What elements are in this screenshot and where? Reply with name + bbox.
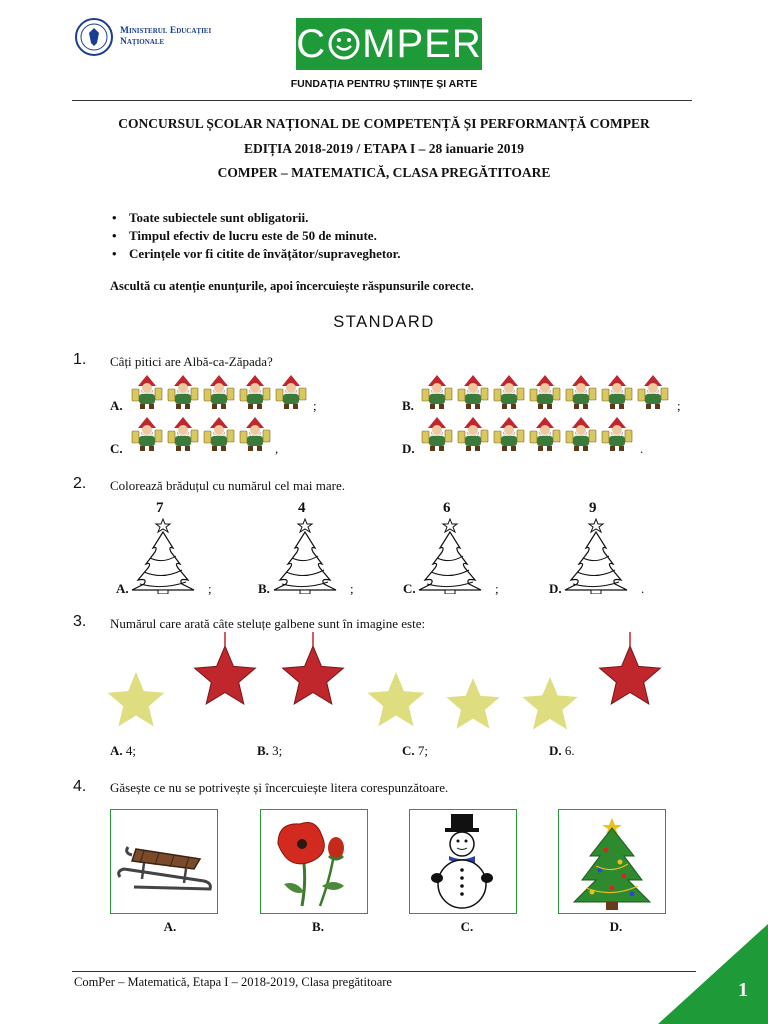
- page-number: 1: [738, 979, 748, 1001]
- footer-text: ComPer – Matematică, Etapa I – 2018-2019, Clasa pregătitoare: [74, 975, 392, 989]
- rule-item: • Timpul efectiv de lucru este de 50 de minute.: [112, 227, 401, 245]
- rule-item: • Toate subiectele sunt obligatorii.: [112, 209, 401, 227]
- foundation-name: FUNDAȚIA PENTRU ȘTIINȚE ȘI ARTE: [290, 78, 478, 90]
- ministry-name-line2: Naționale: [120, 37, 165, 47]
- tree-outline-icon[interactable]: [270, 518, 340, 594]
- question-text: Numărul care arată câte steluțe galbene sunt în imagine este:: [110, 616, 426, 631]
- dwarf-icon: [274, 374, 308, 410]
- q1-option-b-dwarfs: [420, 374, 670, 410]
- tree-number: 6: [443, 500, 451, 516]
- q3-option-d: D. 6.: [549, 743, 575, 758]
- q1-option-a-letter: A.: [110, 398, 123, 413]
- dwarf-icon: [564, 374, 598, 410]
- ministry-name-line1: Ministerul Educației: [120, 26, 212, 36]
- contest-title: CONCURSUL ȘCOLAR NAȚIONAL DE COMPETENȚĂ ȘI PERFORMANȚĂ COMPER: [118, 116, 650, 131]
- q1-option-d-dwarfs: [420, 416, 634, 452]
- question-number: 1.: [73, 351, 87, 368]
- sled-icon: [114, 827, 214, 897]
- yellow-star-icon: [522, 677, 577, 730]
- q1-option-b-letter: B.: [402, 398, 414, 413]
- q3-stars-picture: [100, 632, 670, 734]
- dwarf-icon: [600, 416, 634, 452]
- q4-option-c: C.: [460, 919, 474, 934]
- dwarf-icon: [238, 374, 272, 410]
- dwarf-icon: [636, 374, 670, 410]
- dwarf-icon: [456, 416, 490, 452]
- yellow-star-icon: [368, 672, 425, 726]
- tree-outline-icon[interactable]: [561, 518, 631, 594]
- question-number: 2.: [73, 475, 87, 492]
- ministry-logo: [74, 16, 224, 58]
- dwarf-icon: [456, 374, 490, 410]
- q2-option-suffix: ;: [208, 581, 212, 596]
- dwarf-icon: [166, 374, 200, 410]
- section-title: STANDARD: [333, 313, 435, 331]
- tree-number: 9: [589, 500, 597, 516]
- q4-option-d: D.: [609, 919, 623, 934]
- q1-option-c-dwarfs: [130, 416, 272, 452]
- q1-option-a-dwarfs: [130, 374, 308, 410]
- q4-picture-snowman: [409, 809, 517, 914]
- q3-option-c: C. 7;: [402, 743, 429, 758]
- red-ornament-star-icon: [195, 632, 256, 704]
- red-ornament-star-icon: [600, 632, 661, 704]
- question-text: Câți pitici are Albă-ca-Zăpada?: [110, 354, 273, 369]
- dwarf-icon: [528, 374, 562, 410]
- yellow-star-icon: [446, 678, 499, 729]
- q3-option-a: A. 4;: [110, 743, 137, 758]
- q4-picture-christmas-tree: [558, 809, 666, 914]
- question-number: 4.: [73, 778, 87, 795]
- q4-picture-poppy: [260, 809, 368, 914]
- dwarf-icon: [130, 374, 164, 410]
- question-text: Găsește ce nu se potrivește și încercuiește litera corespunzătoare.: [110, 780, 449, 795]
- dwarf-icon: [492, 416, 526, 452]
- q1-option-a-suffix: ;: [313, 398, 317, 413]
- yellow-star-icon: [108, 672, 165, 726]
- footer-divider: [72, 971, 696, 972]
- dwarf-icon: [202, 416, 236, 452]
- q2-option: D.: [549, 581, 562, 596]
- tree-number: 7: [156, 500, 164, 516]
- rules-list: [112, 209, 401, 263]
- q1-option-d-suffix: .: [640, 441, 644, 456]
- tree-outline-icon[interactable]: [415, 518, 485, 594]
- q2-option-suffix: ;: [350, 581, 354, 596]
- q2-option-suffix: ;: [495, 581, 499, 596]
- comper-logo-right: MPER: [362, 22, 482, 66]
- dwarf-icon: [492, 374, 526, 410]
- q1-option-d-letter: D.: [402, 441, 415, 456]
- rule-item: • Cerințele vor fi citite de învățător/supraveghetor.: [112, 245, 401, 263]
- poppy-icon: [264, 814, 364, 909]
- instruction: Ascultă cu atenție enunțurile, apoi încercuiește răspunsurile corecte.: [110, 279, 474, 293]
- header-divider: [72, 100, 692, 101]
- dwarf-icon: [564, 416, 598, 452]
- smiley-icon: [327, 27, 361, 61]
- dwarf-icon: [166, 416, 200, 452]
- red-ornament-star-icon: [283, 632, 344, 704]
- q4-option-b: B.: [312, 919, 324, 934]
- question-number: 3.: [73, 613, 87, 630]
- q3-option-b: B. 3;: [257, 743, 283, 758]
- q2-option: C.: [403, 581, 416, 596]
- q2-option-suffix: .: [641, 581, 645, 596]
- q4-picture-sled: [110, 809, 218, 914]
- q1-option-b-suffix: ;: [677, 398, 681, 413]
- christmas-tree-icon: [562, 812, 662, 912]
- q1-option-c-letter: C.: [110, 441, 123, 456]
- comper-logo-left: C: [296, 22, 327, 66]
- tree-outline-icon[interactable]: [128, 518, 198, 594]
- q1-option-c-suffix: ,: [275, 441, 279, 456]
- dwarf-icon: [420, 416, 454, 452]
- q4-option-a: A.: [163, 919, 177, 934]
- dwarf-icon: [528, 416, 562, 452]
- dwarf-icon: [238, 416, 272, 452]
- q2-option: A.: [116, 581, 129, 596]
- tree-number: 4: [298, 500, 306, 516]
- comper-logo: [296, 18, 482, 70]
- edition-title: EDIȚIA 2018-2019 / ETAPA I – 28 ianuarie 2019: [243, 141, 525, 156]
- ministry-seal-icon: [74, 17, 114, 57]
- dwarf-icon: [420, 374, 454, 410]
- dwarf-icon: [130, 416, 164, 452]
- dwarf-icon: [600, 374, 634, 410]
- question-text: Colorează brăduțul cu numărul cel mai mare.: [110, 478, 345, 493]
- page-corner-triangle: [658, 924, 768, 1024]
- snowman-icon: [413, 812, 513, 912]
- subject-title: COMPER – MATEMATICĂ, CLASA PREGĂTITOARE: [217, 165, 551, 180]
- q2-option: B.: [258, 581, 270, 596]
- dwarf-icon: [202, 374, 236, 410]
